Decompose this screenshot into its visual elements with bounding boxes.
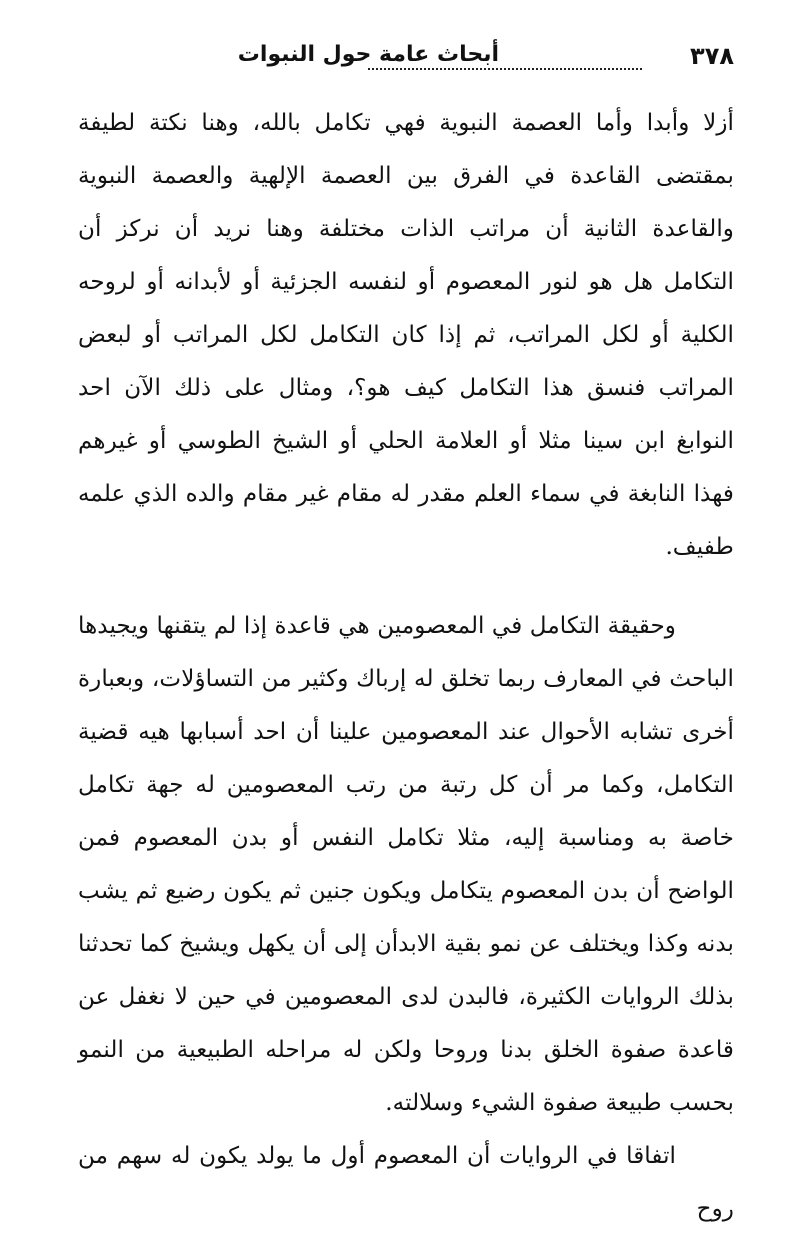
running-title: أبحاث عامة حول النبوات xyxy=(237,42,499,67)
paragraph-text: اتفاقا في الروايات أن المعصوم أول ما يولد يكون له سهم من روح xyxy=(78,1142,734,1222)
page-number: ٣٧٨ xyxy=(690,42,734,70)
paragraph-text: أزلا وأبدا وأما العصمة النبوية فهي تكامل بالله، وهنا نكتة لطيفة بمقتضى القاعدة في الفرق بين العصمة الإلهية والعصمة النبوية والقاعدة الثانية أن مراتب الذات مختلفة وهنا نريد أن نركز أن التكامل هل هو لنور المعصوم أو لنفسه الجزئية أو لأبدانه أو لروحه الكلية أو لكل المراتب، ثم إذا كان التكامل لكل المراتب أو لبعض المراتب فنسق هذا التكامل كيف هو؟، ومثال على ذلك الآن احد النوابغ ابن سينا مثلا أو العلامة الحلي أو الشيخ الطوسي أو غيرهم فهذا النابغة في سماء العلم مقدر له مقام غير مقام والده الذي علمه طفيف. xyxy=(78,109,734,560)
paragraph-text: وحقيقة التكامل في المعصومين هي قاعدة إذا لم يتقنها ويجيدها الباحث في المعارف ربما تخلق له إرباك وكثير من التساؤلات، وبعبارة أخرى تشابه الأحوال عند المعصومين علينا أن احد أسبابها هيه قضية التكامل، وكما مر أن كل رتبة من رتب المعصومين له جهة تكامل خاصة به ومناسبة إليه، مثلا تكامل النفس أو بدن المعصوم فمن الواضح أن بدن المعصوم يتكامل ويكون جنين ثم يكون رضيع ثم يشب بدنه وكذا ويختلف عن نمو بقية الابدأن إلى أن يكهل ويشيخ كما تحدثنا بذلك الروايات الكثيرة، فالبدن لدى المعصومين في حين لا نغفل عن قاعدة صفوة الخلق بدنا وروحا ولكن له مراحله الطبيعية من النمو بحسب طبيعة صفوة الشيء وسلالته. xyxy=(78,612,734,1116)
paragraph-continued xyxy=(78,96,734,573)
page-header xyxy=(78,38,734,78)
paragraph xyxy=(78,599,734,1129)
paragraph xyxy=(78,1129,734,1235)
header-dotted-leader xyxy=(368,68,642,70)
page-body xyxy=(78,96,734,1235)
